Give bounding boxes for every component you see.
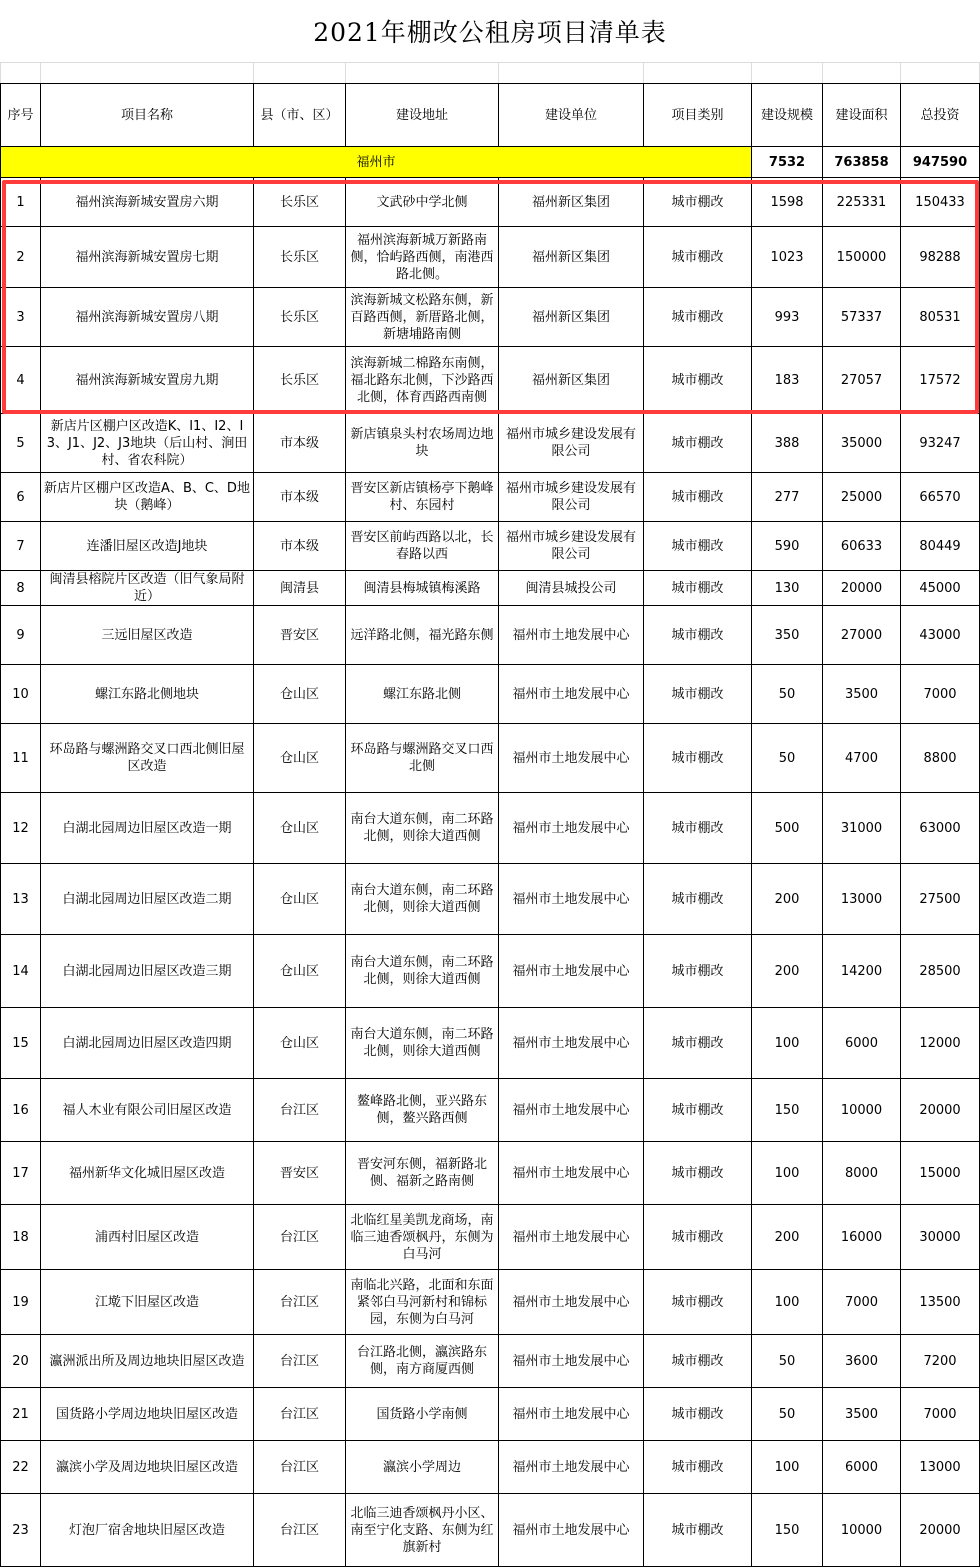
- cell-invest: 20000: [901, 1079, 980, 1142]
- cell-type: 城市棚改: [644, 522, 752, 571]
- cell-no: 20: [1, 1335, 41, 1388]
- cell-county: 仓山区: [254, 665, 346, 724]
- cell-invest: 66570: [901, 473, 980, 522]
- cell-unit: 福州新区集团: [499, 227, 644, 288]
- cell-invest: 17572: [901, 347, 980, 414]
- cell-invest: 43000: [901, 606, 980, 665]
- cell-no: 13: [1, 864, 41, 935]
- cell-address: 南临北兴路，北面和东面紧邻白马河新村和锦标园，东侧为白马河: [346, 1270, 499, 1335]
- cell-invest: 7000: [901, 1388, 980, 1441]
- cell-invest: 13500: [901, 1270, 980, 1335]
- cell-no: 23: [1, 1494, 41, 1567]
- cell-county: 市本级: [254, 414, 346, 473]
- cell-scale: 150: [752, 1079, 823, 1142]
- cell-name: 螺江东路北侧地块: [41, 665, 254, 724]
- cell-scale: 1023: [752, 227, 823, 288]
- cell-area: 6000: [823, 1008, 901, 1079]
- cell-county: 台江区: [254, 1494, 346, 1567]
- cell-invest: 7000: [901, 665, 980, 724]
- cell-no: 3: [1, 288, 41, 347]
- cell-county: 长乐区: [254, 178, 346, 227]
- cell-address: 瀛滨小学周边: [346, 1441, 499, 1494]
- table-row: [1, 288, 980, 347]
- cell-address: 国货路小学南侧: [346, 1388, 499, 1441]
- cell-county: 台江区: [254, 1441, 346, 1494]
- cell-no: 21: [1, 1388, 41, 1441]
- cell-address: 环岛路与螺洲路交叉口西北侧: [346, 724, 499, 793]
- cell-area: 3500: [823, 1388, 901, 1441]
- cell-invest: 45000: [901, 571, 980, 606]
- cell-scale: 200: [752, 1205, 823, 1270]
- cell-invest: 27500: [901, 864, 980, 935]
- cell-area: 14200: [823, 935, 901, 1008]
- cell-no: 18: [1, 1205, 41, 1270]
- cell-address: 福州滨海新城万新路南侧，恰屿路西侧，南港西路北侧。: [346, 227, 499, 288]
- cell-no: 17: [1, 1142, 41, 1205]
- table-row: [1, 665, 980, 724]
- cell-unit: 福州市土地发展中心: [499, 1494, 644, 1567]
- total-area: 763858: [823, 147, 901, 178]
- cell-unit: 福州新区集团: [499, 288, 644, 347]
- cell-no: 8: [1, 571, 41, 606]
- cell-scale: 388: [752, 414, 823, 473]
- cell-county: 仓山区: [254, 864, 346, 935]
- header-cell: 建设单位: [499, 84, 644, 147]
- cell-unit: 福州市土地发展中心: [499, 1205, 644, 1270]
- total-scale: 7532: [752, 147, 823, 178]
- cell-address: 闽清县梅城镇梅溪路: [346, 571, 499, 606]
- cell-county: 闽清县: [254, 571, 346, 606]
- cell-address: 滨海新城文松路东侧，新百路西侧，新厝路北侧，新塘埔路南侧: [346, 288, 499, 347]
- cell-type: 城市棚改: [644, 665, 752, 724]
- table-row: [1, 414, 980, 473]
- cell-unit: 福州市土地发展中心: [499, 1335, 644, 1388]
- cell-area: 35000: [823, 414, 901, 473]
- cell-type: 城市棚改: [644, 347, 752, 414]
- cell-type: 城市棚改: [644, 414, 752, 473]
- cell-county: 台江区: [254, 1388, 346, 1441]
- cell-unit: 福州市土地发展中心: [499, 1441, 644, 1494]
- cell-area: 3600: [823, 1335, 901, 1388]
- cell-name: 福州滨海新城安置房九期: [41, 347, 254, 414]
- table-row: [1, 1335, 980, 1388]
- cell-no: 6: [1, 473, 41, 522]
- cell-name: 白湖北园周边旧屋区改造一期: [41, 793, 254, 864]
- cell-name: 瀛洲派出所及周边地块旧屋区改造: [41, 1335, 254, 1388]
- cell-name: 三远旧屋区改造: [41, 606, 254, 665]
- cell-no: 11: [1, 724, 41, 793]
- cell-type: 城市棚改: [644, 571, 752, 606]
- cell-name: 白湖北园周边旧屋区改造四期: [41, 1008, 254, 1079]
- cell-name: 闽清县榕院片区改造（旧气象局附近）: [41, 571, 254, 606]
- cell-address: 台江路北侧，瀛滨路东侧，南方商厦西侧: [346, 1335, 499, 1388]
- cell-type: 城市棚改: [644, 935, 752, 1008]
- cell-area: 150000: [823, 227, 901, 288]
- cell-type: 城市棚改: [644, 1441, 752, 1494]
- cell-name: 白湖北园周边旧屋区改造三期: [41, 935, 254, 1008]
- cell-unit: 福州市土地发展中心: [499, 935, 644, 1008]
- cell-county: 晋安区: [254, 606, 346, 665]
- table-row: [1, 793, 980, 864]
- table-row: [1, 1441, 980, 1494]
- cell-scale: 993: [752, 288, 823, 347]
- project-table: [0, 62, 980, 1567]
- cell-address: 文武砂中学北侧: [346, 178, 499, 227]
- cell-name: 连潘旧屋区改造J地块: [41, 522, 254, 571]
- header-cell: 总投资: [901, 84, 980, 147]
- cell-area: 10000: [823, 1079, 901, 1142]
- cell-county: 晋安区: [254, 1142, 346, 1205]
- cell-address: 南台大道东侧，南二环路北侧，则徐大道西侧: [346, 864, 499, 935]
- cell-unit: 闽清县城投公司: [499, 571, 644, 606]
- cell-scale: 350: [752, 606, 823, 665]
- cell-unit: 福州市土地发展中心: [499, 606, 644, 665]
- cell-invest: 13000: [901, 1441, 980, 1494]
- cell-type: 城市棚改: [644, 1079, 752, 1142]
- cell-unit: 福州市土地发展中心: [499, 1008, 644, 1079]
- cell-type: 城市棚改: [644, 288, 752, 347]
- cell-area: 27057: [823, 347, 901, 414]
- cell-area: 6000: [823, 1441, 901, 1494]
- cell-unit: 福州市土地发展中心: [499, 1142, 644, 1205]
- table-row: [1, 227, 980, 288]
- cell-unit: 福州市土地发展中心: [499, 724, 644, 793]
- cell-unit: 福州市土地发展中心: [499, 665, 644, 724]
- header-cell: 序号: [1, 84, 41, 147]
- cell-scale: 50: [752, 724, 823, 793]
- cell-address: 新店镇泉头村农场周边地块: [346, 414, 499, 473]
- cell-scale: 1598: [752, 178, 823, 227]
- cell-address: 北临红星美凯龙商场，南临三迪香颂枫丹，东侧为白马河: [346, 1205, 499, 1270]
- cell-unit: 福州市城乡建设发展有限公司: [499, 414, 644, 473]
- cell-no: 10: [1, 665, 41, 724]
- cell-county: 长乐区: [254, 347, 346, 414]
- cell-name: 灯泡厂宿舍地块旧屋区改造: [41, 1494, 254, 1567]
- table-row: [1, 1388, 980, 1441]
- cell-unit: 福州市土地发展中心: [499, 1079, 644, 1142]
- cell-no: 14: [1, 935, 41, 1008]
- cell-scale: 100: [752, 1270, 823, 1335]
- cell-type: 城市棚改: [644, 178, 752, 227]
- cell-type: 城市棚改: [644, 1270, 752, 1335]
- cell-scale: 150: [752, 1494, 823, 1567]
- cell-invest: 12000: [901, 1008, 980, 1079]
- cell-area: 4700: [823, 724, 901, 793]
- cell-address: 晋安区前屿西路以北，长春路以西: [346, 522, 499, 571]
- cell-invest: 30000: [901, 1205, 980, 1270]
- cell-type: 城市棚改: [644, 606, 752, 665]
- header-cell: 项目名称: [41, 84, 254, 147]
- cell-address: 晋安河东侧，福新路北侧、福新之路南侧: [346, 1142, 499, 1205]
- cell-area: 25000: [823, 473, 901, 522]
- cell-unit: 福州市土地发展中心: [499, 793, 644, 864]
- cell-area: 31000: [823, 793, 901, 864]
- cell-county: 长乐区: [254, 227, 346, 288]
- table-row: [1, 606, 980, 665]
- cell-area: 8000: [823, 1142, 901, 1205]
- cell-invest: 28500: [901, 935, 980, 1008]
- cell-scale: 183: [752, 347, 823, 414]
- table-row: [1, 935, 980, 1008]
- total-row: [1, 147, 980, 178]
- table-row: [1, 1142, 980, 1205]
- table-row: [1, 1494, 980, 1567]
- cell-unit: 福州新区集团: [499, 178, 644, 227]
- cell-scale: 277: [752, 473, 823, 522]
- cell-scale: 200: [752, 935, 823, 1008]
- cell-no: 9: [1, 606, 41, 665]
- cell-unit: 福州市城乡建设发展有限公司: [499, 522, 644, 571]
- cell-no: 12: [1, 793, 41, 864]
- cell-unit: 福州市土地发展中心: [499, 864, 644, 935]
- cell-scale: 100: [752, 1142, 823, 1205]
- cell-address: 晋安区新店镇杨亭下鹅峰村、东园村: [346, 473, 499, 522]
- cell-no: 1: [1, 178, 41, 227]
- cell-area: 225331: [823, 178, 901, 227]
- cell-county: 仓山区: [254, 724, 346, 793]
- table-row: [1, 1008, 980, 1079]
- cell-no: 15: [1, 1008, 41, 1079]
- cell-area: 57337: [823, 288, 901, 347]
- cell-scale: 50: [752, 1335, 823, 1388]
- cell-name: 江墘下旧屋区改造: [41, 1270, 254, 1335]
- cell-type: 城市棚改: [644, 793, 752, 864]
- cell-type: 城市棚改: [644, 1008, 752, 1079]
- blank-row: [1, 63, 980, 84]
- table-row: [1, 571, 980, 606]
- cell-area: 60633: [823, 522, 901, 571]
- cell-name: 国货路小学周边地块旧屋区改造: [41, 1388, 254, 1441]
- total-invest: 947590: [901, 147, 980, 178]
- cell-name: 浦西村旧屋区改造: [41, 1205, 254, 1270]
- cell-unit: 福州市土地发展中心: [499, 1388, 644, 1441]
- cell-no: 16: [1, 1079, 41, 1142]
- cell-name: 福州新华文化城旧屋区改造: [41, 1142, 254, 1205]
- cell-type: 城市棚改: [644, 724, 752, 793]
- cell-county: 仓山区: [254, 1008, 346, 1079]
- cell-scale: 50: [752, 1388, 823, 1441]
- cell-invest: 80531: [901, 288, 980, 347]
- cell-address: 南台大道东侧，南二环路北侧，则徐大道西侧: [346, 1008, 499, 1079]
- cell-scale: 100: [752, 1008, 823, 1079]
- cell-name: 白湖北园周边旧屋区改造二期: [41, 864, 254, 935]
- cell-area: 10000: [823, 1494, 901, 1567]
- table-row: [1, 1270, 980, 1335]
- cell-name: 福人木业有限公司旧屋区改造: [41, 1079, 254, 1142]
- cell-name: 瀛滨小学及周边地块旧屋区改造: [41, 1441, 254, 1494]
- cell-invest: 98288: [901, 227, 980, 288]
- cell-address: 螺江东路北侧: [346, 665, 499, 724]
- cell-county: 长乐区: [254, 288, 346, 347]
- cell-address: 鳌峰路北侧，亚兴路东侧，鳌兴路西侧: [346, 1079, 499, 1142]
- cell-county: 市本级: [254, 522, 346, 571]
- total-label: 福州市: [1, 147, 752, 178]
- cell-scale: 100: [752, 1441, 823, 1494]
- cell-type: 城市棚改: [644, 473, 752, 522]
- cell-unit: 福州市城乡建设发展有限公司: [499, 473, 644, 522]
- cell-type: 城市棚改: [644, 227, 752, 288]
- cell-no: 22: [1, 1441, 41, 1494]
- cell-county: 仓山区: [254, 935, 346, 1008]
- table-row: [1, 724, 980, 793]
- cell-invest: 80449: [901, 522, 980, 571]
- cell-name: 新店片区棚户区改造K、I1、I2、I3、J1、J2、J3地块（后山村、涧田村、省农科院）: [41, 414, 254, 473]
- cell-area: 16000: [823, 1205, 901, 1270]
- cell-county: 台江区: [254, 1205, 346, 1270]
- cell-area: 3500: [823, 665, 901, 724]
- cell-address: 北临三迪香颂枫丹小区、南至宁化支路、东侧为红旗新村: [346, 1494, 499, 1567]
- cell-type: 城市棚改: [644, 864, 752, 935]
- cell-county: 仓山区: [254, 793, 346, 864]
- header-cell: 县（市、区）: [254, 84, 346, 147]
- cell-name: 福州滨海新城安置房八期: [41, 288, 254, 347]
- table-row: [1, 1205, 980, 1270]
- cell-no: 7: [1, 522, 41, 571]
- table-row: [1, 347, 980, 414]
- table-row: [1, 178, 980, 227]
- cell-scale: 130: [752, 571, 823, 606]
- table-row: [1, 473, 980, 522]
- table-row: [1, 522, 980, 571]
- cell-name: 福州滨海新城安置房六期: [41, 178, 254, 227]
- cell-no: 4: [1, 347, 41, 414]
- cell-scale: 500: [752, 793, 823, 864]
- table-row: [1, 864, 980, 935]
- cell-scale: 50: [752, 665, 823, 724]
- cell-type: 城市棚改: [644, 1335, 752, 1388]
- cell-no: 5: [1, 414, 41, 473]
- cell-address: 南台大道东侧，南二环路北侧，则徐大道西侧: [346, 793, 499, 864]
- cell-type: 城市棚改: [644, 1388, 752, 1441]
- cell-invest: 8800: [901, 724, 980, 793]
- cell-name: 福州滨海新城安置房七期: [41, 227, 254, 288]
- cell-name: 环岛路与螺洲路交叉口西北侧旧屋区改造: [41, 724, 254, 793]
- cell-county: 台江区: [254, 1270, 346, 1335]
- cell-address: 滨海新城二棉路东南侧，福北路东北侧，下沙路西北侧，体育西路西南侧: [346, 347, 499, 414]
- cell-address: 南台大道东侧，南二环路北侧，则徐大道西侧: [346, 935, 499, 1008]
- cell-invest: 63000: [901, 793, 980, 864]
- cell-invest: 15000: [901, 1142, 980, 1205]
- cell-invest: 20000: [901, 1494, 980, 1567]
- cell-area: 27000: [823, 606, 901, 665]
- cell-area: 20000: [823, 571, 901, 606]
- cell-scale: 200: [752, 864, 823, 935]
- cell-unit: 福州市土地发展中心: [499, 1270, 644, 1335]
- header-row: [1, 84, 980, 147]
- cell-invest: 7200: [901, 1335, 980, 1388]
- cell-county: 台江区: [254, 1079, 346, 1142]
- page-title: 2021年棚改公租房项目清单表: [313, 18, 667, 47]
- cell-invest: 150433: [901, 178, 980, 227]
- cell-unit: 福州新区集团: [499, 347, 644, 414]
- header-cell: 建设地址: [346, 84, 499, 147]
- cell-county: 市本级: [254, 473, 346, 522]
- cell-name: 新店片区棚户区改造A、B、C、D地块（鹅峰）: [41, 473, 254, 522]
- cell-area: 7000: [823, 1270, 901, 1335]
- header-cell: 建设规模: [752, 84, 823, 147]
- cell-scale: 590: [752, 522, 823, 571]
- cell-type: 城市棚改: [644, 1142, 752, 1205]
- cell-invest: 93247: [901, 414, 980, 473]
- cell-no: 2: [1, 227, 41, 288]
- header-cell: 建设面积: [823, 84, 901, 147]
- cell-type: 城市棚改: [644, 1205, 752, 1270]
- cell-no: 19: [1, 1270, 41, 1335]
- cell-area: 13000: [823, 864, 901, 935]
- cell-type: 城市棚改: [644, 1494, 752, 1567]
- table-row: [1, 1079, 980, 1142]
- header-cell: 项目类别: [644, 84, 752, 147]
- cell-county: 台江区: [254, 1335, 346, 1388]
- cell-address: 远洋路北侧，福光路东侧: [346, 606, 499, 665]
